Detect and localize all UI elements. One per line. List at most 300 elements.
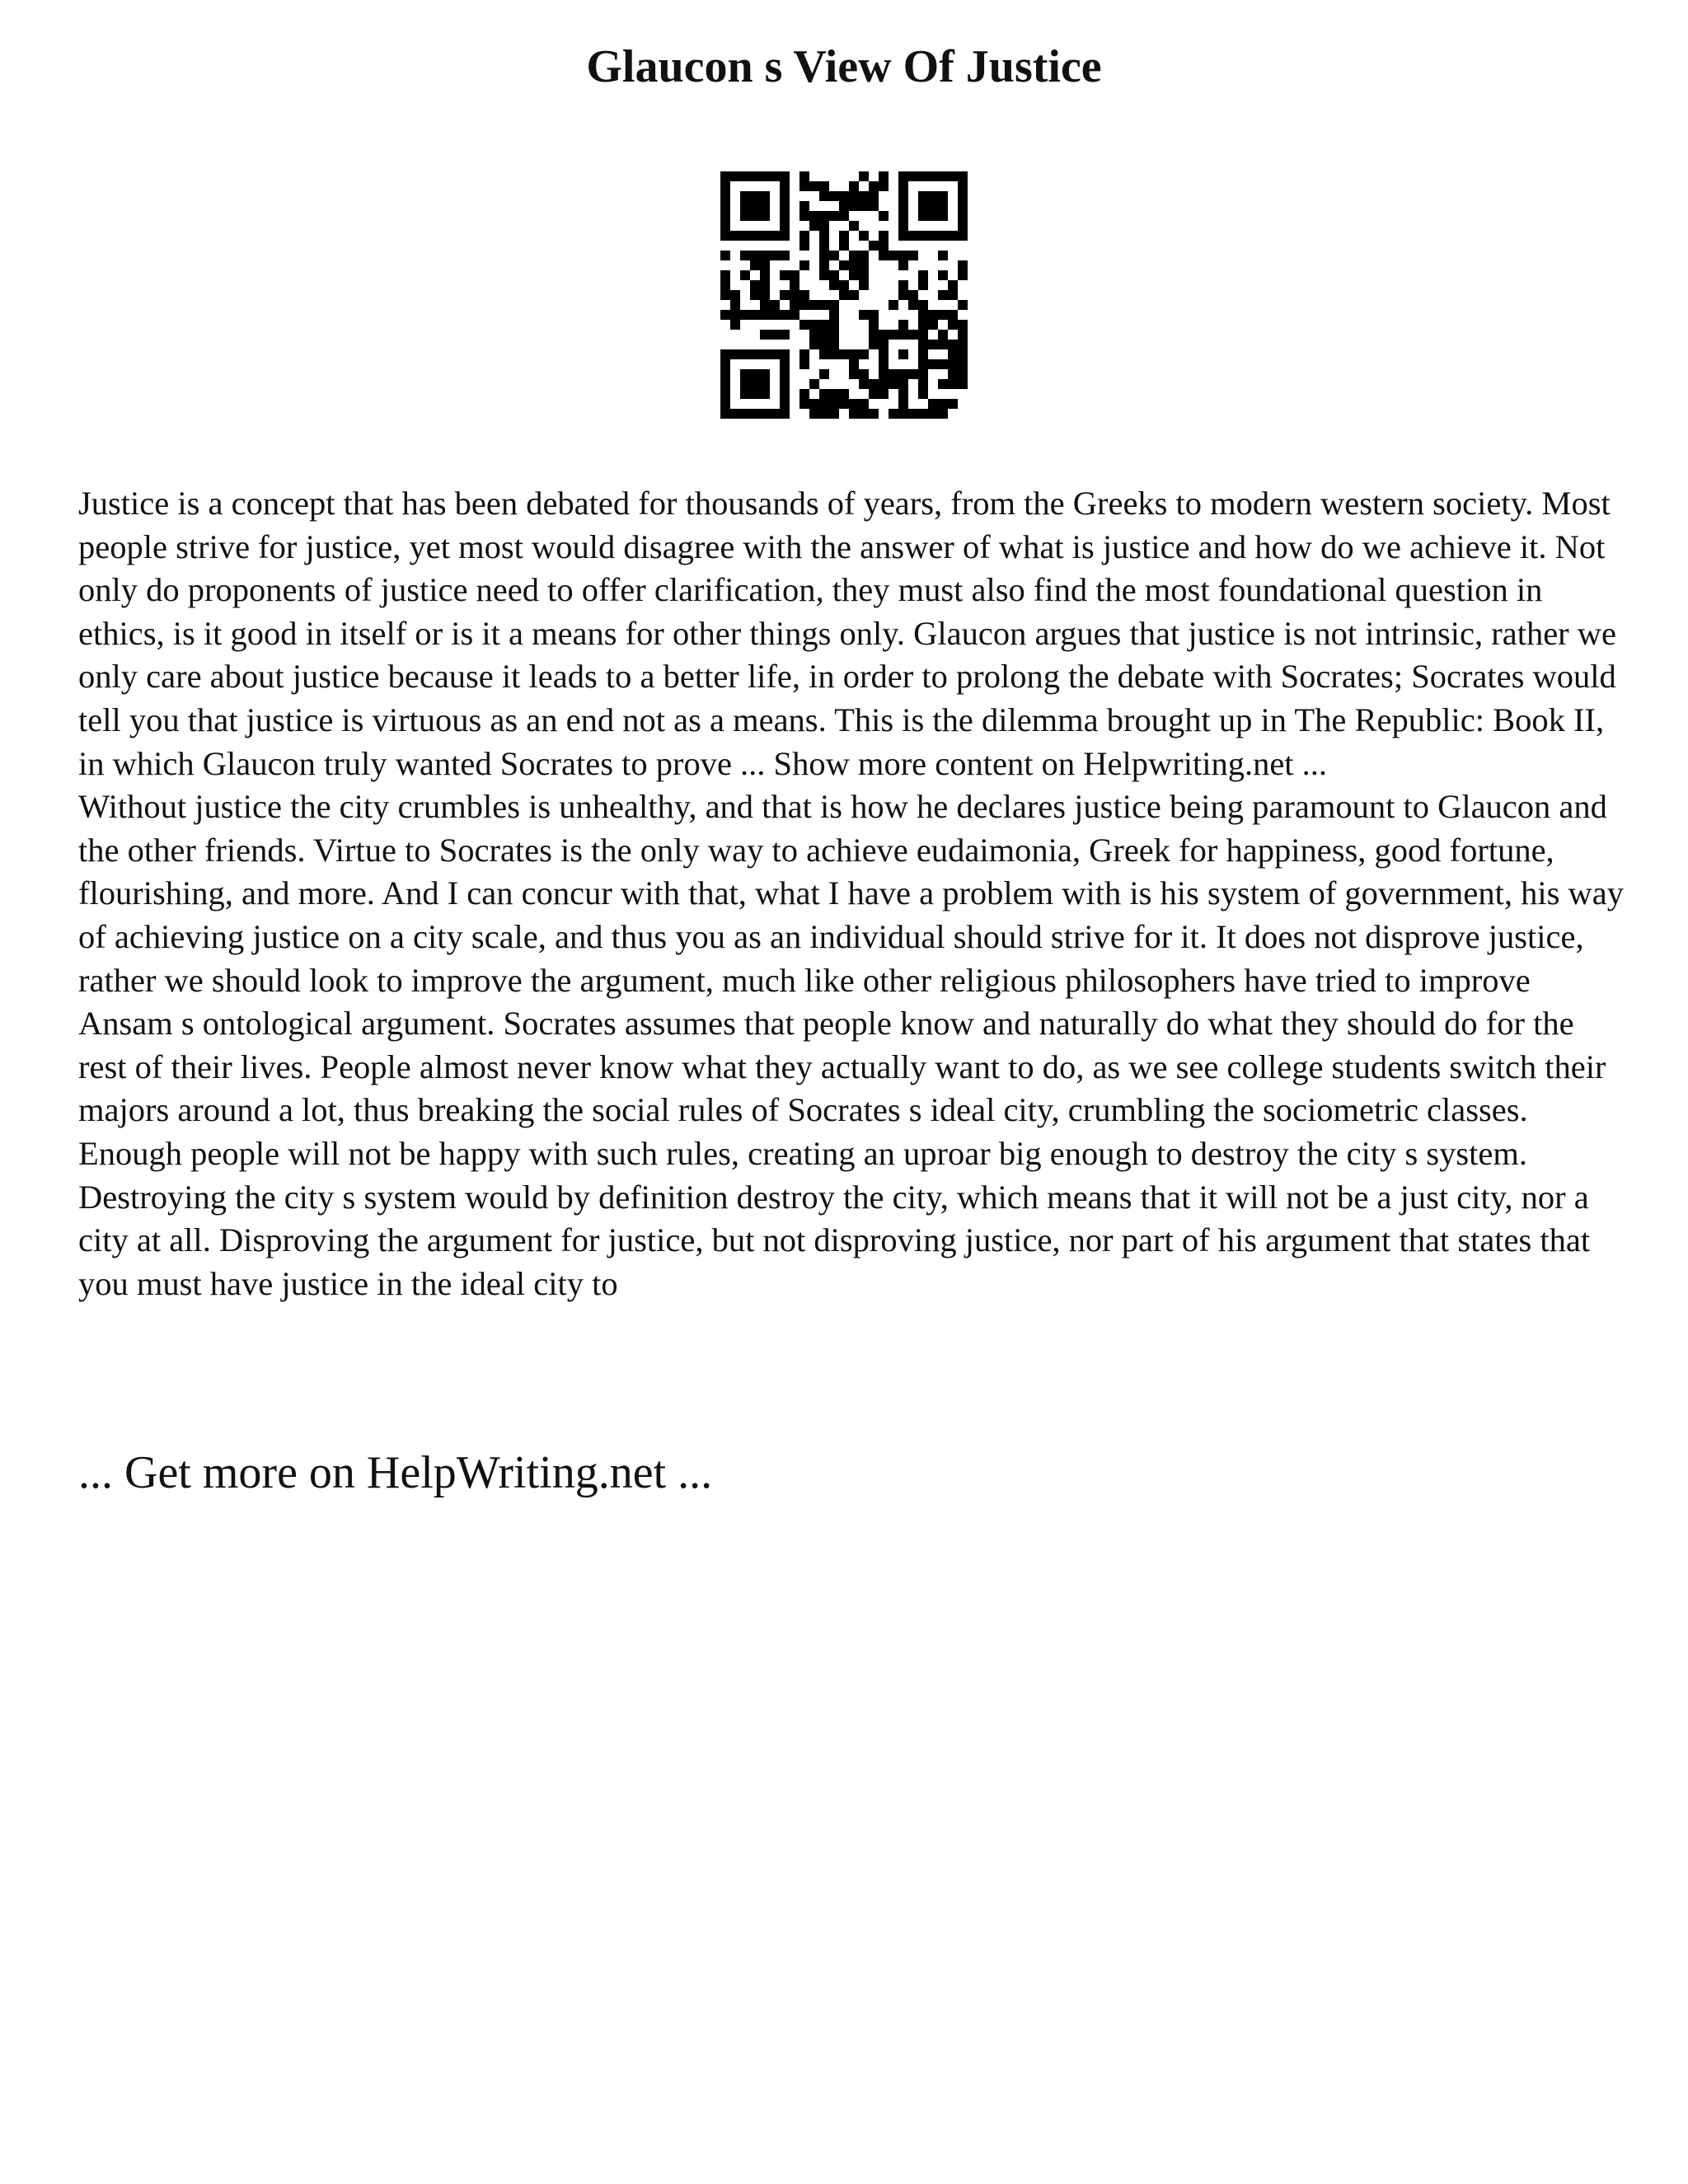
qr-module (819, 191, 829, 201)
qr-module (760, 201, 770, 211)
qr-module (908, 290, 918, 300)
qr-module (839, 260, 849, 270)
qr-module (849, 251, 859, 260)
qr-module (819, 330, 829, 340)
qr-module (819, 399, 829, 409)
qr-module (879, 359, 889, 369)
qr-module (859, 251, 869, 260)
qr-module (760, 290, 770, 300)
qr-module (750, 369, 760, 379)
qr-module (928, 201, 938, 211)
qr-module (948, 379, 958, 389)
qr-module (958, 359, 968, 369)
qr-module (720, 290, 730, 300)
qr-module (918, 389, 928, 399)
qr-code-icon[interactable] (720, 171, 968, 419)
qr-module (869, 389, 879, 399)
qr-module (859, 399, 869, 409)
qr-module (869, 310, 879, 320)
qr-module (780, 399, 790, 409)
qr-module (760, 270, 770, 280)
qr-module (770, 330, 780, 340)
qr-module (938, 330, 948, 340)
qr-module (948, 349, 958, 359)
qr-module (819, 251, 829, 260)
qr-module (760, 310, 770, 320)
qr-module (760, 300, 770, 310)
qr-module (799, 300, 809, 310)
qr-module (740, 369, 750, 379)
qr-module (839, 211, 849, 221)
qr-module (750, 171, 760, 181)
qr-module (938, 251, 948, 260)
qr-module (799, 260, 809, 270)
qr-module (928, 231, 938, 241)
qr-module (849, 270, 859, 280)
qr-module (819, 409, 829, 419)
qr-module (839, 389, 849, 399)
qr-module (829, 251, 839, 260)
qr-module (918, 280, 928, 290)
qr-module (740, 231, 750, 241)
qr-module (780, 251, 790, 260)
qr-module (879, 211, 889, 221)
qr-module (819, 211, 829, 221)
qr-module (938, 340, 948, 349)
qr-module (898, 201, 908, 211)
qr-module (799, 211, 809, 221)
qr-module (829, 409, 839, 419)
qr-module (938, 310, 948, 320)
qr-module (770, 171, 780, 181)
qr-module (859, 260, 869, 270)
qr-module (938, 399, 948, 409)
qr-module (809, 181, 819, 191)
qr-module (730, 300, 740, 310)
qr-module (770, 251, 780, 260)
qr-module (829, 330, 839, 340)
qr-module (948, 280, 958, 290)
qr-module (770, 300, 780, 310)
qr-module (829, 191, 839, 201)
qr-module (849, 409, 859, 419)
qr-module (780, 349, 790, 359)
qr-module (879, 241, 889, 251)
qr-module (730, 310, 740, 320)
qr-module (750, 349, 760, 359)
qr-module (809, 221, 819, 231)
qr-module (948, 320, 958, 330)
qr-module (750, 231, 760, 241)
qr-module (859, 409, 869, 419)
qr-module (829, 349, 839, 359)
qr-module (730, 409, 740, 419)
qr-module (740, 191, 750, 201)
qr-module (869, 320, 879, 330)
qr-module (780, 211, 790, 221)
body-paragraph-2: Without justice the city crumbles is unhealthy, and that is how he declares justice being paramount to Glaucon and the other friends. Virtue to Socrates is the only way to achieve eudaimonia, Greek for happiness, good fortune, flourishing, and more. And I can concur with that, what I have a problem with is his system of government, his way of achieving justice on a city scale, and thus you as an individual should strive for it. It does not disprove justice, rather we should look to improve the argument, much like other religious philosophers have tried to improve Ansam s ontological argument. Socrates assumes that people know and naturally do what they should do for the rest of their lives. People almost never know what they actually want to do, as we see college students switch their majors around a lot, thus breaking the social rules of Socrates s ideal city, crumbling the sociometric classes. Enough people will not be happy with such rules, creating an uproar big enough to destroy the city s system. Destroying the city s system would by definition destroy the city, which means that it will not be a just city, nor a city at all. Disproving the argument for justice, but not disproving justice, nor part of his argument that states that you must have justice in the ideal city to (78, 788, 1624, 1302)
qr-module (958, 211, 968, 221)
qr-module (898, 211, 908, 221)
qr-module (829, 211, 839, 221)
qr-module (819, 181, 829, 191)
qr-module (869, 181, 879, 191)
qr-module (750, 290, 760, 300)
qr-module (918, 330, 928, 340)
qr-module (889, 369, 898, 379)
qr-module (760, 191, 770, 201)
qr-module (908, 171, 918, 181)
qr-module (760, 389, 770, 399)
qr-module (809, 320, 819, 330)
qr-module (799, 349, 809, 359)
qr-module (750, 251, 760, 260)
qr-module (889, 300, 898, 310)
qr-module (720, 221, 730, 231)
qr-module (720, 349, 730, 359)
qr-module (908, 300, 918, 310)
qr-module (750, 280, 760, 290)
qr-module (740, 379, 750, 389)
qr-module (760, 379, 770, 389)
qr-module (849, 369, 859, 379)
qr-module (720, 251, 730, 260)
qr-module (829, 399, 839, 409)
qr-module (770, 349, 780, 359)
document-body (78, 482, 1628, 1305)
qr-module (750, 409, 760, 419)
qr-module (958, 379, 968, 389)
qr-module (898, 330, 908, 340)
qr-module (819, 300, 829, 310)
qr-module (879, 369, 889, 379)
qr-module (918, 300, 928, 310)
qr-module (740, 270, 750, 280)
document-title: Glaucon s View Of Justice (586, 41, 1102, 92)
qr-module (938, 270, 948, 280)
qr-module (740, 211, 750, 221)
qr-module (859, 270, 869, 280)
qr-module (898, 191, 908, 201)
qr-module (819, 231, 829, 241)
qr-module (829, 270, 839, 280)
qr-module (859, 379, 869, 389)
qr-module (938, 409, 948, 419)
qr-module (730, 349, 740, 359)
qr-module (849, 359, 859, 369)
qr-module (898, 280, 908, 290)
qr-code-graphic (720, 171, 968, 419)
qr-module (918, 340, 928, 349)
qr-module (720, 310, 730, 320)
qr-module (750, 201, 760, 211)
qr-module (928, 211, 938, 221)
qr-module (869, 409, 879, 419)
qr-module (849, 290, 859, 300)
qr-module (740, 409, 750, 419)
qr-module (730, 290, 740, 300)
qr-module (839, 399, 849, 409)
qr-module (760, 369, 770, 379)
qr-module (928, 310, 938, 320)
qr-module (948, 171, 958, 181)
qr-module (750, 389, 760, 399)
qr-module (760, 211, 770, 221)
qr-module (720, 389, 730, 399)
qr-module (898, 320, 908, 330)
qr-module (720, 181, 730, 191)
qr-module (938, 290, 948, 300)
qr-module (760, 231, 770, 241)
qr-module (938, 379, 948, 389)
qr-module (859, 280, 869, 290)
qr-module (918, 359, 928, 369)
qr-module (799, 399, 809, 409)
qr-module (879, 171, 889, 181)
qr-module (918, 231, 928, 241)
qr-module (958, 330, 968, 340)
qr-module (829, 320, 839, 330)
qr-module (908, 409, 918, 419)
qr-module (958, 349, 968, 359)
qr-module (898, 389, 908, 399)
qr-module (839, 349, 849, 359)
qr-module (750, 379, 760, 389)
qr-module (958, 260, 968, 270)
qr-module (879, 379, 889, 389)
qr-module (839, 241, 849, 251)
qr-module (720, 270, 730, 280)
qr-module (879, 349, 889, 359)
qr-module (859, 201, 869, 211)
qr-module (898, 369, 908, 379)
qr-module (948, 359, 958, 369)
qr-module (819, 260, 829, 270)
qr-module (829, 340, 839, 349)
qr-module (948, 290, 958, 300)
qr-module (908, 251, 918, 260)
qr-module (780, 330, 790, 340)
qr-module (770, 310, 780, 320)
qr-module (938, 211, 948, 221)
qr-module (780, 201, 790, 211)
qr-module (918, 171, 928, 181)
qr-module (908, 369, 918, 379)
qr-module (948, 399, 958, 409)
qr-module (938, 201, 948, 211)
qr-module (849, 191, 859, 201)
qr-module (839, 191, 849, 201)
qr-module (720, 409, 730, 419)
get-more-link[interactable]: ... Get more on HelpWriting.net ... (78, 1447, 713, 1498)
qr-module (859, 349, 869, 359)
qr-module (760, 330, 770, 340)
qr-module (740, 389, 750, 399)
qr-module (799, 359, 809, 369)
qr-module (720, 231, 730, 241)
qr-module (918, 310, 928, 320)
qr-module (780, 171, 790, 181)
qr-module (918, 379, 928, 389)
qr-module (740, 349, 750, 359)
qr-module (928, 171, 938, 181)
qr-module (918, 201, 928, 211)
qr-module (730, 171, 740, 181)
qr-module (879, 330, 889, 340)
qr-module (809, 211, 819, 221)
qr-module (928, 399, 938, 409)
qr-module (879, 340, 889, 349)
qr-module (720, 359, 730, 369)
qr-module (898, 251, 908, 260)
qr-module (819, 389, 829, 399)
qr-module (938, 231, 948, 241)
qr-module (898, 231, 908, 241)
qr-module (780, 359, 790, 369)
qr-module (720, 369, 730, 379)
qr-module (958, 191, 968, 201)
qr-module (889, 330, 898, 340)
qr-module (730, 231, 740, 241)
qr-module (730, 320, 740, 330)
qr-module (948, 340, 958, 349)
qr-module (829, 389, 839, 399)
qr-module (839, 290, 849, 300)
qr-module (859, 310, 869, 320)
qr-module (958, 340, 968, 349)
qr-module (799, 389, 809, 399)
qr-module (928, 191, 938, 201)
qr-module (849, 349, 859, 359)
qr-module (809, 399, 819, 409)
qr-module (849, 399, 859, 409)
qr-module (829, 300, 839, 310)
qr-module (889, 251, 898, 260)
qr-module (958, 300, 968, 310)
qr-module (958, 171, 968, 181)
qr-module (799, 171, 809, 181)
qr-module (819, 369, 829, 379)
qr-module (849, 260, 859, 270)
qr-module (898, 221, 908, 231)
qr-module (898, 349, 908, 359)
qr-module (928, 359, 938, 369)
qr-module (839, 280, 849, 290)
qr-module (879, 251, 889, 260)
qr-module (948, 369, 958, 379)
qr-module (918, 349, 928, 359)
qr-module (948, 310, 958, 320)
qr-module (958, 201, 968, 211)
qr-module (839, 231, 849, 241)
qr-module (799, 201, 809, 211)
qr-module (889, 409, 898, 419)
qr-module (928, 340, 938, 349)
qr-module (958, 320, 968, 330)
body-paragraph-1: Justice is a concept that has been debated for thousands of years, from the Greeks to modern western society. Most people strive for justice, yet most would disagree with the answer of what is justice and how do we achieve it. Not only do proponents of justice need to offer clarification, they must also find the most foundational question in ethics, is it good in itself or is it a means for other things only. Glaucon argues that justice is not intrinsic, rather we only care about justice because it leads to a better life, in order to prolong the debate with Socrates; Socrates would tell you that justice is virtuous as an end not as a means. This is the dilemma brought up in The Republic: Book II, in which Glaucon truly wanted Socrates to prove ... Show more content on Helpwriting.net ... (78, 485, 1617, 782)
qr-module (918, 320, 928, 330)
qr-module (898, 409, 908, 419)
qr-module (720, 191, 730, 201)
qr-module (898, 399, 908, 409)
qr-module (720, 201, 730, 211)
qr-module (740, 171, 750, 181)
qr-module (928, 320, 938, 330)
qr-module (780, 270, 790, 280)
qr-module (720, 211, 730, 221)
qr-module (740, 201, 750, 211)
qr-module (958, 369, 968, 379)
qr-module (819, 221, 829, 231)
qr-module (809, 300, 819, 310)
qr-module (869, 340, 879, 349)
qr-module (809, 409, 819, 419)
qr-module (869, 241, 879, 251)
qr-module (780, 290, 790, 300)
qr-module (780, 221, 790, 231)
qr-module (760, 171, 770, 181)
qr-module (918, 369, 928, 379)
qr-module (770, 409, 780, 419)
qr-module (740, 251, 750, 260)
qr-module (829, 280, 839, 290)
qr-module (859, 191, 869, 201)
qr-module (720, 399, 730, 409)
qr-module (780, 310, 790, 320)
qr-module (799, 241, 809, 251)
qr-module (869, 191, 879, 201)
qr-module (898, 290, 908, 300)
qr-module (869, 201, 879, 211)
qr-module (889, 379, 898, 389)
qr-module (839, 201, 849, 211)
qr-module (750, 191, 760, 201)
qr-module (869, 330, 879, 340)
qr-module (908, 231, 918, 241)
qr-module (780, 231, 790, 241)
qr-module (720, 379, 730, 389)
qr-module (790, 310, 799, 320)
qr-module (819, 241, 829, 251)
qr-module (809, 379, 819, 389)
qr-module (958, 181, 968, 191)
qr-module (790, 270, 799, 280)
qr-module (958, 231, 968, 241)
qr-module (819, 270, 829, 280)
qr-module (760, 280, 770, 290)
qr-module (809, 330, 819, 340)
qr-module (780, 369, 790, 379)
qr-module (750, 310, 760, 320)
qr-module (760, 251, 770, 260)
qr-module (869, 379, 879, 389)
qr-module (849, 181, 859, 191)
qr-module (799, 290, 809, 300)
qr-module (908, 330, 918, 340)
qr-module (790, 300, 799, 310)
qr-module (809, 340, 819, 349)
qr-module (898, 181, 908, 191)
qr-module (859, 231, 869, 241)
qr-module (938, 171, 948, 181)
qr-module (879, 231, 889, 241)
qr-module (928, 409, 938, 419)
qr-module (898, 260, 908, 270)
qr-module (720, 171, 730, 181)
qr-module (918, 191, 928, 201)
qr-module (780, 409, 790, 419)
qr-module (819, 320, 829, 330)
